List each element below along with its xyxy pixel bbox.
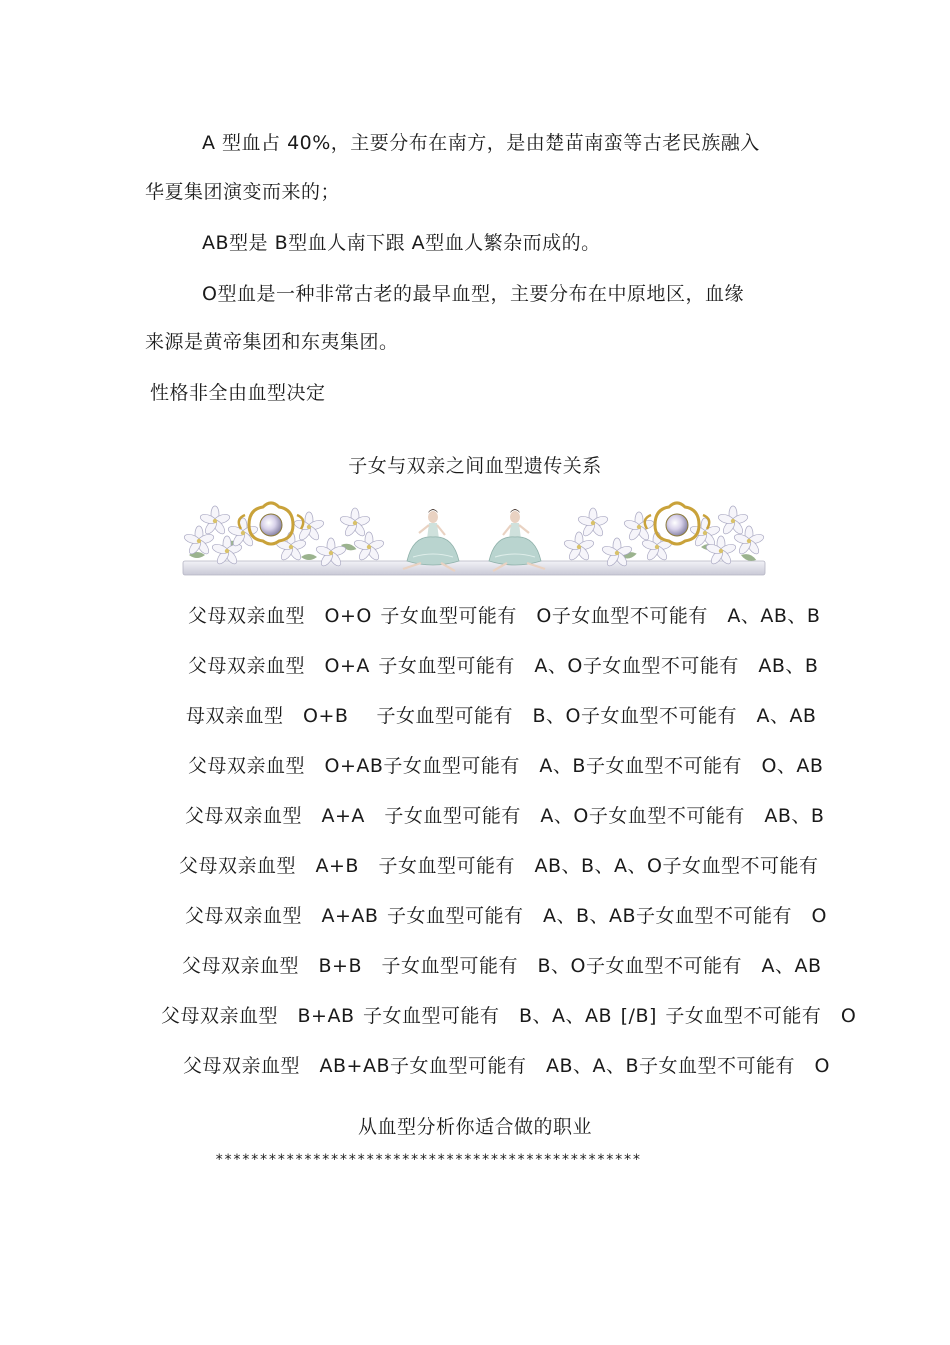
- inheritance-row: 父母双亲血型 A+B 子女血型可能有 AB、B、A、O子女血型不可能有: [179, 855, 819, 877]
- inheritance-row: 父母双亲血型 A+A 子女血型可能有 A、O子女血型不可能有 AB、B: [185, 805, 825, 827]
- paragraph-type-ab: AB型是 B型血人南下跟 A型血人繁杂而成的。: [202, 232, 601, 254]
- inheritance-row: 父母双亲血型 AB+AB子女血型可能有 AB、A、B子女血型不可能有 O: [183, 1055, 831, 1077]
- separator-line: ************************************************: [215, 1152, 642, 1168]
- paragraph-personality: 性格非全由血型决定: [150, 382, 326, 404]
- inheritance-row: 父母双亲血型 B+AB 子女血型可能有 B、A、AB [/B] 子女血型不可能有 O: [161, 1005, 857, 1027]
- inheritance-row: 母双亲血型 O+B 子女血型可能有 B、O子女血型不可能有 A、AB: [186, 705, 817, 727]
- decorative-ballerina-flower-banner-icon: [181, 497, 767, 581]
- section-title: 子女与双亲之间血型遗传关系: [348, 455, 602, 477]
- inheritance-row: 父母双亲血型 O+A 子女血型可能有 A、O子女血型不可能有 AB、B: [188, 655, 819, 677]
- inheritance-row: 父母双亲血型 A+AB 子女血型可能有 A、B、AB子女血型不可能有 O: [185, 905, 828, 927]
- paragraph-type-o: O型血是一种非常古老的最早血型，主要分布在中原地区，血缘: [202, 283, 744, 305]
- paragraph-type-a-continued: 华夏集团演变而来的；: [145, 181, 341, 203]
- paragraph-type-o-continued: 来源是黄帝集团和东夷集团。: [145, 331, 399, 353]
- inheritance-row: 父母双亲血型 B+B 子女血型可能有 B、O子女血型不可能有 A、AB: [182, 955, 822, 977]
- career-title: 从血型分析你适合做的职业: [357, 1116, 592, 1138]
- inheritance-row: 父母双亲血型 O+AB子女血型可能有 A、B子女血型不可能有 O、AB: [188, 755, 824, 777]
- inheritance-row: 父母双亲血型 O+O 子女血型可能有 O子女血型不可能有 A、AB、B: [188, 605, 821, 627]
- paragraph-type-a: A 型血占 40%，主要分布在南方，是由楚苗南蛮等古老民族融入: [202, 132, 760, 154]
